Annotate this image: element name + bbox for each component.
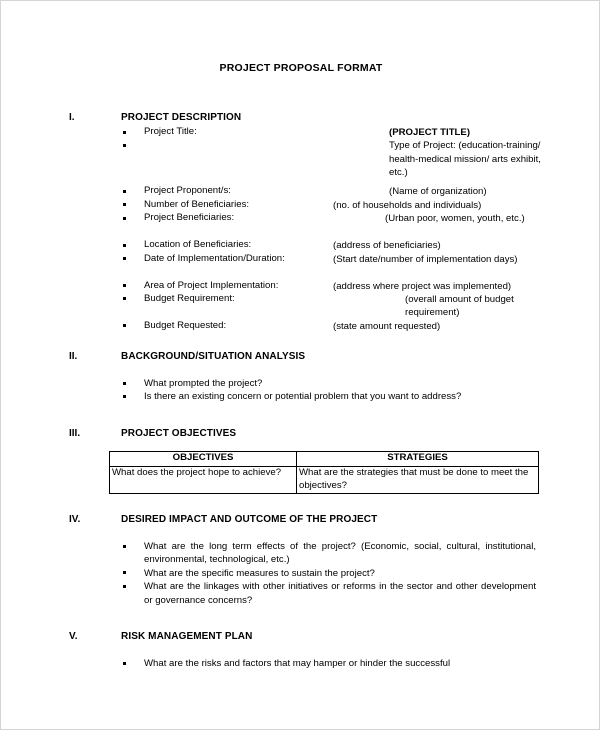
field-row-area-of-implementation xyxy=(69,280,539,293)
page-title: PROJECT PROPOSAL FORMAT xyxy=(219,62,383,74)
field-value: (Urban poor, women, youth, etc.) xyxy=(385,213,525,225)
field-row-type-of-project xyxy=(69,139,539,185)
bullet-icon xyxy=(123,190,126,193)
field-row-project-proponents xyxy=(69,185,539,198)
bullet-icon xyxy=(123,203,126,206)
section-heading xyxy=(69,351,539,365)
field-value: (address of beneficiaries) xyxy=(333,240,441,252)
column-header-strategies: STRATEGIES xyxy=(297,452,539,467)
field-value: (no. of households and individuals) xyxy=(333,199,482,211)
field-row-location-of-beneficiaries xyxy=(69,239,539,252)
column-header-objectives: OBJECTIVES xyxy=(110,452,297,467)
field-label: Location of Beneficiaries: xyxy=(144,239,252,251)
bullet-icon xyxy=(123,244,126,247)
field-value: (state amount requested) xyxy=(333,320,441,332)
section-numeral: III. xyxy=(69,428,81,439)
section-heading xyxy=(69,428,539,442)
section-numeral: I. xyxy=(69,112,75,123)
bullet-icon xyxy=(123,545,126,548)
list-item-label: What are the long term effects of the project? (Economic, social, cultural, institutional, environmental, technological, etc.) xyxy=(144,541,536,566)
field-row-project-title xyxy=(69,126,539,139)
table-cell-objectives: What does the project hope to achieve? xyxy=(110,467,297,494)
table-cell-strategies: What are the strategies that must be done to meet the objectives? xyxy=(297,467,539,494)
section-project-objectives xyxy=(69,428,539,442)
list-item-label: Is there an existing concern or potential problem that you want to address? xyxy=(144,391,462,403)
bullet-icon xyxy=(123,131,126,134)
section-heading xyxy=(69,631,539,645)
bullet-icon xyxy=(123,217,126,220)
list-item xyxy=(69,580,540,607)
list-item-label: What are the risks and factors that may hamper or hinder the successful xyxy=(144,658,451,669)
list-item xyxy=(69,657,539,670)
bullet-icon xyxy=(123,144,126,147)
bullet-icon xyxy=(123,297,126,300)
bullet-icon xyxy=(123,662,126,665)
field-value: (Start date/number of implementation days) xyxy=(333,253,518,265)
field-row-date-of-implementation xyxy=(69,253,539,280)
section-title: PROJECT OBJECTIVES xyxy=(121,428,237,439)
field-label: Project Beneficiaries: xyxy=(144,212,235,224)
field-label: Project Title: xyxy=(144,126,197,137)
field-value: Type of Project: (education-training/ health-medical mission/ arts exhibit, etc.) xyxy=(389,140,541,179)
bullet-icon xyxy=(123,395,126,398)
table-row xyxy=(110,467,539,494)
field-label: Budget Requirement: xyxy=(144,292,235,304)
section-risk-management xyxy=(69,631,539,670)
field-row-budget-requirement xyxy=(69,293,539,320)
bullet-icon xyxy=(123,585,126,588)
bullet-icon xyxy=(123,324,126,327)
field-value: (address where project was implemented) xyxy=(333,280,512,292)
section-heading xyxy=(69,514,539,528)
field-label: Number of Beneficiaries: xyxy=(144,198,250,210)
field-label: Date of Implementation/Duration: xyxy=(144,252,285,264)
table-header-row xyxy=(110,452,539,467)
field-label: Project Proponent/s: xyxy=(144,185,231,197)
field-value: (Name of organization) xyxy=(389,186,487,198)
list-item xyxy=(69,540,540,567)
list-item xyxy=(69,567,539,580)
bullet-icon xyxy=(123,257,126,260)
field-value: (overall amount of budget requirement) xyxy=(405,293,514,319)
section-numeral: II. xyxy=(69,351,78,362)
field-row-project-beneficiaries xyxy=(69,212,539,239)
section-numeral: IV. xyxy=(69,514,81,525)
list-item xyxy=(69,390,539,403)
list-item-label: What prompted the project? xyxy=(144,378,263,389)
bullet-icon xyxy=(123,284,126,287)
section-title: RISK MANAGEMENT PLAN xyxy=(121,631,253,642)
section-numeral: V. xyxy=(69,631,78,642)
objectives-strategies-table xyxy=(109,451,539,494)
field-label: Area of Project Implementation: xyxy=(144,279,279,291)
section-desired-impact xyxy=(69,514,539,607)
section-project-description xyxy=(69,112,539,333)
list-item-label: What are the linkages with other initiatives or reforms in the sector and other development or governance concerns? xyxy=(144,581,536,606)
section-heading xyxy=(69,112,539,126)
list-item-label: What are the specific measures to sustain the project? xyxy=(144,567,375,579)
section-title: DESIRED IMPACT AND OUTCOME OF THE PROJECT xyxy=(121,514,378,525)
field-row-number-of-beneficiaries xyxy=(69,199,539,212)
section-title: PROJECT DESCRIPTION xyxy=(121,112,242,123)
bullet-icon xyxy=(123,571,126,574)
section-title: BACKGROUND/SITUATION ANALYSIS xyxy=(121,351,306,362)
bullet-icon xyxy=(123,382,126,385)
field-row-budget-requested xyxy=(69,320,539,333)
field-label: Budget Requested: xyxy=(144,319,227,331)
list-item xyxy=(69,377,539,390)
field-value: (PROJECT TITLE) xyxy=(389,127,471,138)
section-background-analysis xyxy=(69,351,539,404)
